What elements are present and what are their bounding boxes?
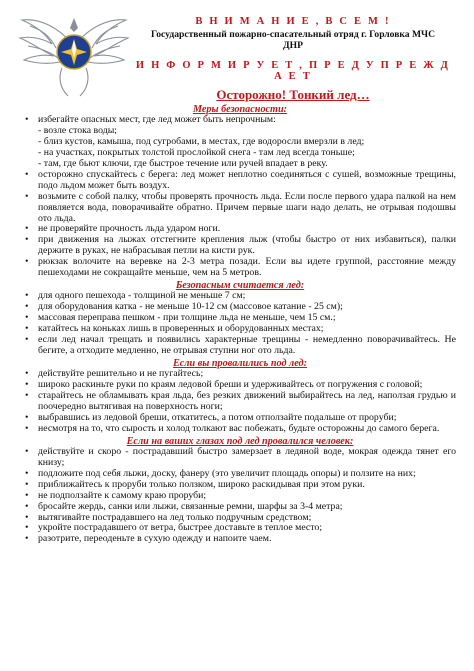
section-heading-safety: Меры безопасности: bbox=[192, 104, 288, 115]
list-item: • возьмите с собой палку, чтобы проверять прочность льда. Если после первого удара палкой на нем появляется вода, поворачивайте обратно. Причем первые шаги надо делать, не отрывая подошвы ото льда. bbox=[24, 192, 456, 225]
section-heading-someone-fell: Если на ваших глазах под лед провалился человек: bbox=[126, 435, 354, 447]
sub-item: - на участках, покрытых толстой прослойкой снега - там лед всегда тоньше; bbox=[38, 147, 355, 159]
list-item: • несмотря на то, что сырость и холод толкают вас побежать, будьте осторожны до самого берега. bbox=[24, 424, 456, 435]
header-text bbox=[130, 6, 456, 103]
mchs-emblem-icon bbox=[18, 6, 130, 98]
header bbox=[24, 6, 456, 103]
list-item: • рюкзак волочите на веревке на 2-3 метра позади. Если вы идете группой, расстояние между пешеходами не сокращайте меньше, чем на 5 метров. bbox=[24, 257, 456, 279]
section-heading-fell-through: Если вы провалились под лед: bbox=[172, 357, 308, 369]
safety-list bbox=[24, 115, 456, 279]
list-item: • старайтесь не обламывать края льда, без резких движений выбирайтесь на лед, наползая грудью и поочередно вытягивая на поверхность ноги; bbox=[24, 391, 456, 413]
org-name-line2: ДНР bbox=[283, 40, 303, 51]
sub-item: - возле стока воды; bbox=[38, 125, 117, 137]
section-heading-safe-ice: Безопасным считается лед: bbox=[175, 280, 305, 291]
list-item: • приближайтесь к проруби только ползком, широко раскидывая при этом руки. bbox=[24, 480, 456, 491]
list-item: • катайтесь на коньках лишь в проверенных и оборудованных местах; bbox=[24, 324, 456, 335]
list-item: • действуйте и скоро - пострадавший быстро замерзает в ледяной воде, мокрая одежда тянет его книзу; bbox=[24, 447, 456, 469]
list-item: • если лед начал трещать и появились характерные трещины - немедленно поворачивайтесь. Не бегите, а отходите медленно, не отрывая ступни ног ото льда. bbox=[24, 335, 456, 357]
list-item: • широко раскиньте руки по краям ледовой бреши и удерживайтесь от погружения с головой; bbox=[24, 380, 456, 391]
attention-heading: В Н И М А Н И Е , В С Е М ! bbox=[195, 16, 391, 27]
org-name bbox=[130, 29, 456, 51]
list-item: • избегайте опасных мест, где лед может быть непрочным: - возле стока воды; - близ кустов, камыша, под сугробами, в местах, где водоросли вмерзли в лед; - на участках, покрытых толстой прослойкой снега - там лед всегда тоньше; - там, где бьют ключи, где быстрое течение или ручей впадает в реку. bbox=[24, 115, 456, 170]
safe-ice-list bbox=[24, 291, 456, 356]
list-item: • не подползайте к самому краю проруби; bbox=[24, 491, 456, 502]
list-item: • бросайте жердь, санки или лыжи, связанные ремни, шарфы за 3-4 метра; bbox=[24, 502, 456, 513]
list-item: • массовая переправа пешком - при толщине льда не меньше, чем 15 см.; bbox=[24, 313, 456, 324]
list-item: • вытягивайте пострадавшего на лед только подручным средством; bbox=[24, 513, 456, 524]
page-title: Осторожно! Тонкий лед… bbox=[216, 87, 370, 102]
list-item: • подложите под себя лыжи, доску, фанеру (это увеличит площадь опоры) и ползите на них; bbox=[24, 469, 456, 480]
list-item: • укройте пострадавшего от ветра, быстрее доставьте в теплое место; bbox=[24, 523, 456, 534]
sub-item: - там, где бьют ключи, где быстрое течение или ручей впадает в реку. bbox=[38, 158, 328, 170]
fell-through-list bbox=[24, 369, 456, 434]
list-item: • выбравшись из ледовой бреши, откатитесь, а потом отползайте подальше от проруби; bbox=[24, 413, 456, 424]
informs-heading: И Н Ф О Р М И Р У Е Т , П Р Е Д У П Р Е Ж Д А Е Т bbox=[135, 60, 451, 82]
list-item: • действуйте решительно и не пугайтесь; bbox=[24, 369, 456, 380]
org-name-line1: Государственный пожарно-спасательный отряд г. Горловка МЧС bbox=[150, 29, 436, 40]
list-item: • разотрите, переоденьте в сухую одежду и напоите чаем. bbox=[24, 534, 456, 545]
sub-item: - близ кустов, камыша, под сугробами, в местах, где водоросли вмерзли в лед; bbox=[38, 136, 365, 148]
list-item: • не проверяйте прочность льда ударом ноги. bbox=[24, 224, 456, 235]
list-item: • для одного пешехода - толщиной не меньше 7 см; bbox=[24, 291, 456, 302]
list-item: • для оборудования катка - не меньше 10-12 см (массовое катание - 25 см); bbox=[24, 302, 456, 313]
someone-fell-list bbox=[24, 447, 456, 545]
list-item: • при движения на лыжах отстегните крепления лыж (чтобы быстро от них избавиться), палки держите в руках, не набрасывая петли на кисти рук. bbox=[24, 235, 456, 257]
list-item: • осторожно спускайтесь с берега: лед может неплотно соединяться с сушей, возможные трещины, подо льдом может быть воздух. bbox=[24, 170, 456, 192]
